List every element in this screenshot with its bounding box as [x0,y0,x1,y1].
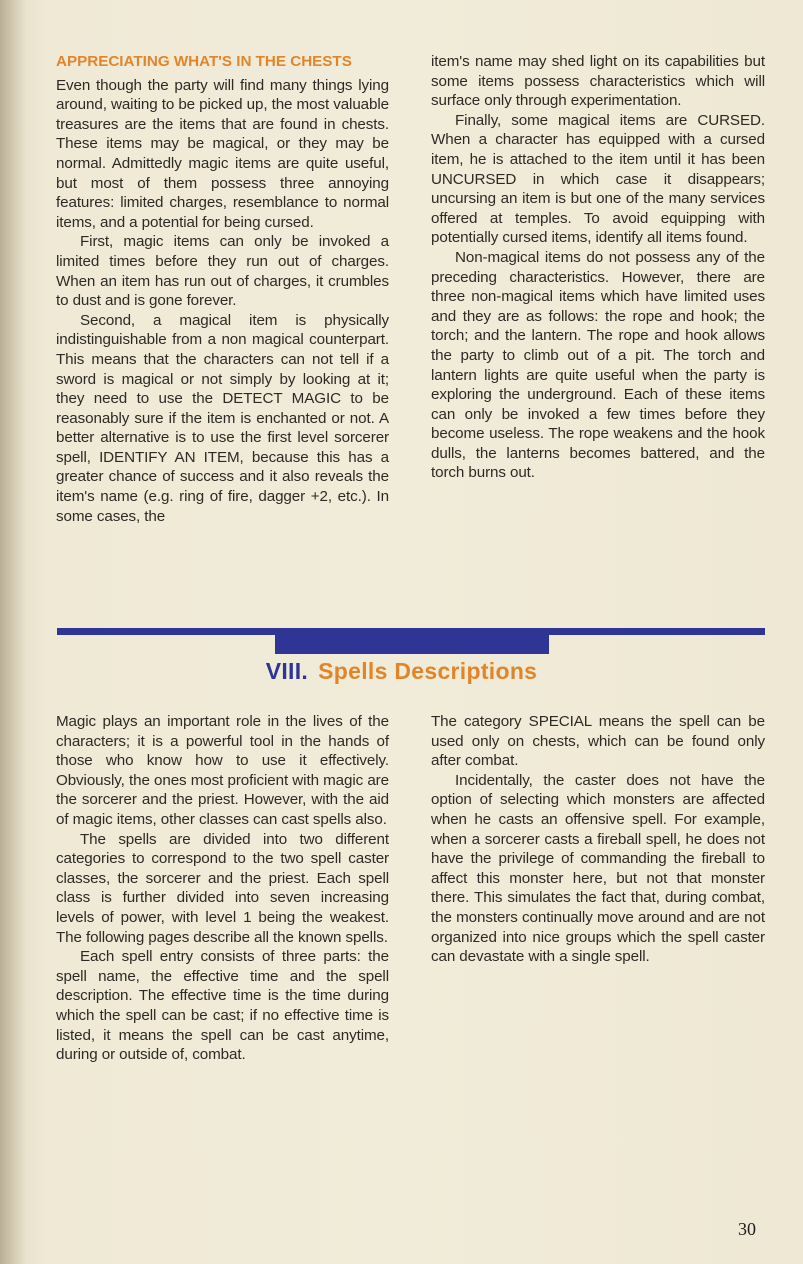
page-spine-shadow [0,0,26,1264]
paragraph: Second, a magical item is physically indistinguishable from a non magical counterpart. This means that the characters can not tell if a sword is magical or not simply by looking at it; they need to use the DETECT MAGIC to be reasonably sure if the item is enchanted or not. A better alternative is to use the first level sorcerer spell, IDENTIFY AN ITEM, because this has a greater chance of success and it also reveals the item's name (e.g. ring of fire, dagger +2, etc.). In some cases, the [56,311,389,525]
section-title [0,658,803,685]
bottom-right-column [431,712,765,967]
paragraph: First, magic items can only be invoked a limited times before they run out of charges. When an item has run out of charges, it crumbles to dust and is gone forever. [56,233,389,310]
paragraph: Non-magical items do not possess any of the preceding characteristics. However, there are three non-magical items which have limited uses and they are as follows: the rope and hook; the torch; and the lantern. The rope and hook allows the party to climb out of a pit. The torch and lantern lights are quite useful when the party is exploring the underground. Each of these items can only be invoked a few times before they become useless. The rope weakens and the hook dulls, the lanterns becomes battered, and the torch burns out. [431,248,765,482]
paragraph: Incidentally, the caster does not have the option of selecting which monsters are affected when he casts an offensive spell. For example, when a sorcerer casts a fireball spell, he does not have the privilege of commanding the fireball to affect this monster here, but not that monster there. This simulates the fact that, during combat, the monsters continually move around and are not organized into nice groups which the spell caster can devastate with a single spell. [431,771,765,966]
top-left-column [56,52,389,526]
section-numeral: VIII. [265,658,309,684]
paragraph: Even though the party will find many things lying around, waiting to be picked up, the most valuable treasures are the items that are found in chests. These items may be magical, or they may be normal. Admittedly magic items are quite useful, but most of them possess three annoying features: limited charges, resemblance to normal items, and a potential for being cursed. [56,76,389,231]
bottom-left-column [56,712,389,1065]
section-title-text: Spells Descriptions [318,658,538,684]
top-right-column [431,52,765,483]
paragraph: Magic plays an important role in the lives of the characters; it is a powerful tool in the hands of those who know how to use it effectively. Obviously, the ones most proficient with magic are the sorcerer and the priest. However, with the aid of magic items, other classes can cast spells also. [56,713,389,828]
page-number: 30 [738,1219,756,1239]
paragraph: Each spell entry consists of three parts: the spell name, the effective time and the spell description. The effective time is the time during which the spell can be cast; if no effective time is listed, it means the spell can be cast anytime, during or outside of, combat. [56,948,389,1064]
paragraph: item's name may shed light on its capabilities but some items possess characteristics which will surface only through experimentation. [431,53,765,110]
section-divider-tab [275,628,549,654]
paragraph: Finally, some magical items are CURSED. When a character has equipped with a cursed item, he is attached to the item until it has been UNCURSED in which case it disappears; uncursing an item is but one of the many services offered at temples. To avoid equipping with potentially cursed items, identify all items found. [431,111,765,247]
chests-heading: APPRECIATING WHAT'S IN THE CHESTS [56,53,352,70]
paragraph: The spells are divided into two different categories to correspond to the two spell caster classes, the sorcerer and the priest. Each spell class is further divided into seven increasing levels of power, with level 1 being the weakest. The following pages describe all the known spells. [56,830,389,946]
paragraph: The category SPECIAL means the spell can be used only on chests, which can be found only after combat. [431,713,765,770]
